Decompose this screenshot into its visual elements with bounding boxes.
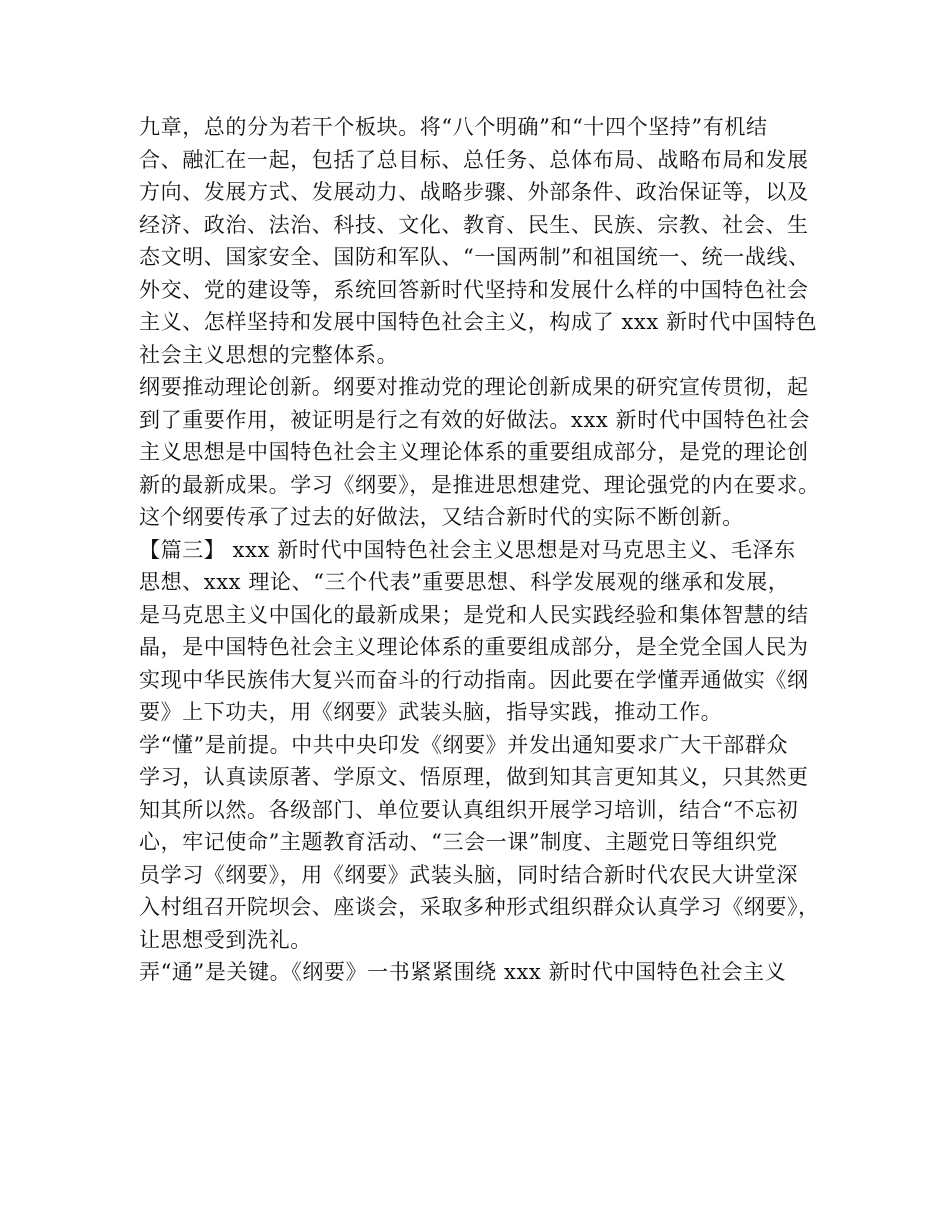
text-line: 是马克思主义中国化的最新成果；是党和人民实践经验和集体智慧的结 (139, 602, 809, 627)
text-line: 主义思想是中国特色社会主义理论体系的重要组成部分，是党的理论创 (139, 440, 809, 464)
text-line: 让思想受到洗礼。 (139, 927, 312, 952)
text-line: 员学习《纲要》，用《纲要》武装头脑，同时结合新时代农民大讲堂深 (139, 862, 799, 887)
text-line: 社会主义思想的完整体系。 (139, 342, 399, 367)
section-heading-line: 【篇三】 xxx 新时代中国特色社会主义思想是对马克思主义、毛泽东 (139, 537, 796, 562)
document-body (139, 111, 829, 989)
text-line: 这个纲要传承了过去的好做法，又结合新时代的实际不断创新。 (139, 505, 744, 529)
text-line: 学“懂”是前提。中共中央印发《纲要》并发出通知要求广大干部群众 (139, 732, 789, 757)
text-line: 新的最新成果。学习《纲要》，是推进思想建党、理论强党的内在要求。 (139, 472, 820, 497)
text-line: 弄“通”是关键。《纲要》一书紧紧围绕 xxx 新时代中国特色社会主义 (139, 960, 787, 984)
text-line: 合、融汇在一起，包括了总目标、总任务、总体布局、战略布局和发展 (139, 147, 809, 172)
text-line: 经济、政治、法治、科技、文化、教育、民生、民族、宗教、社会、生 (139, 212, 809, 237)
text-line: 九章，总的分为若干个板块。将“八个明确”和“十四个坚持”有机结 (139, 115, 768, 139)
text-line: 入村组召开院坝会、座谈会，采取多种形式组织群众认真学习《纲要》， (139, 895, 820, 919)
text-line: 主义、怎样坚持和发展中国特色社会主义，构成了 xxx 新时代中国特色 (139, 310, 818, 334)
text-line: 态文明、国家安全、国防和军队、“一国两制”和祖国统一、统一战线、 (139, 245, 810, 269)
text-line: 方向、发展方式、发展动力、战略步骤、外部条件、政治保证等，以及 (139, 180, 809, 204)
text-line: 知其所以然。各级部门、单位要认真组织开展学习培训，结合“不忘初 (139, 797, 799, 822)
text-line: 思想、xxx 理论、“三个代表”重要思想、科学发展观的继承和发展， (139, 570, 790, 594)
text-line: 晶，是中国特色社会主义理论体系的重要组成部分，是全党全国人民为 (139, 635, 809, 659)
text-line: 心，牢记使命”主题教育活动、“三会一课”制度、主题党日等组织党 (139, 830, 778, 854)
text-line: 外交、党的建设等，系统回答新时代坚持和发展什么样的中国特色社会 (139, 277, 809, 302)
text-line: 纲要推动理论创新。纲要对推动党的理论创新成果的研究宣传贯彻，起 (139, 375, 809, 399)
text-line: 到了重要作用，被证明是行之有效的好做法。xxx 新时代中国特色社会 (139, 407, 811, 432)
text-line: 要》上下功夫，用《纲要》武装头脑，指导实践，推动工作。 (139, 700, 723, 724)
text-line: 实现中华民族伟大复兴而奋斗的行动指南。因此要在学懂弄通做实《纲 (139, 667, 809, 692)
text-line: 学习，认真读原著、学原文、悟原理，做到知其言更知其义，只其然更 (139, 765, 809, 789)
